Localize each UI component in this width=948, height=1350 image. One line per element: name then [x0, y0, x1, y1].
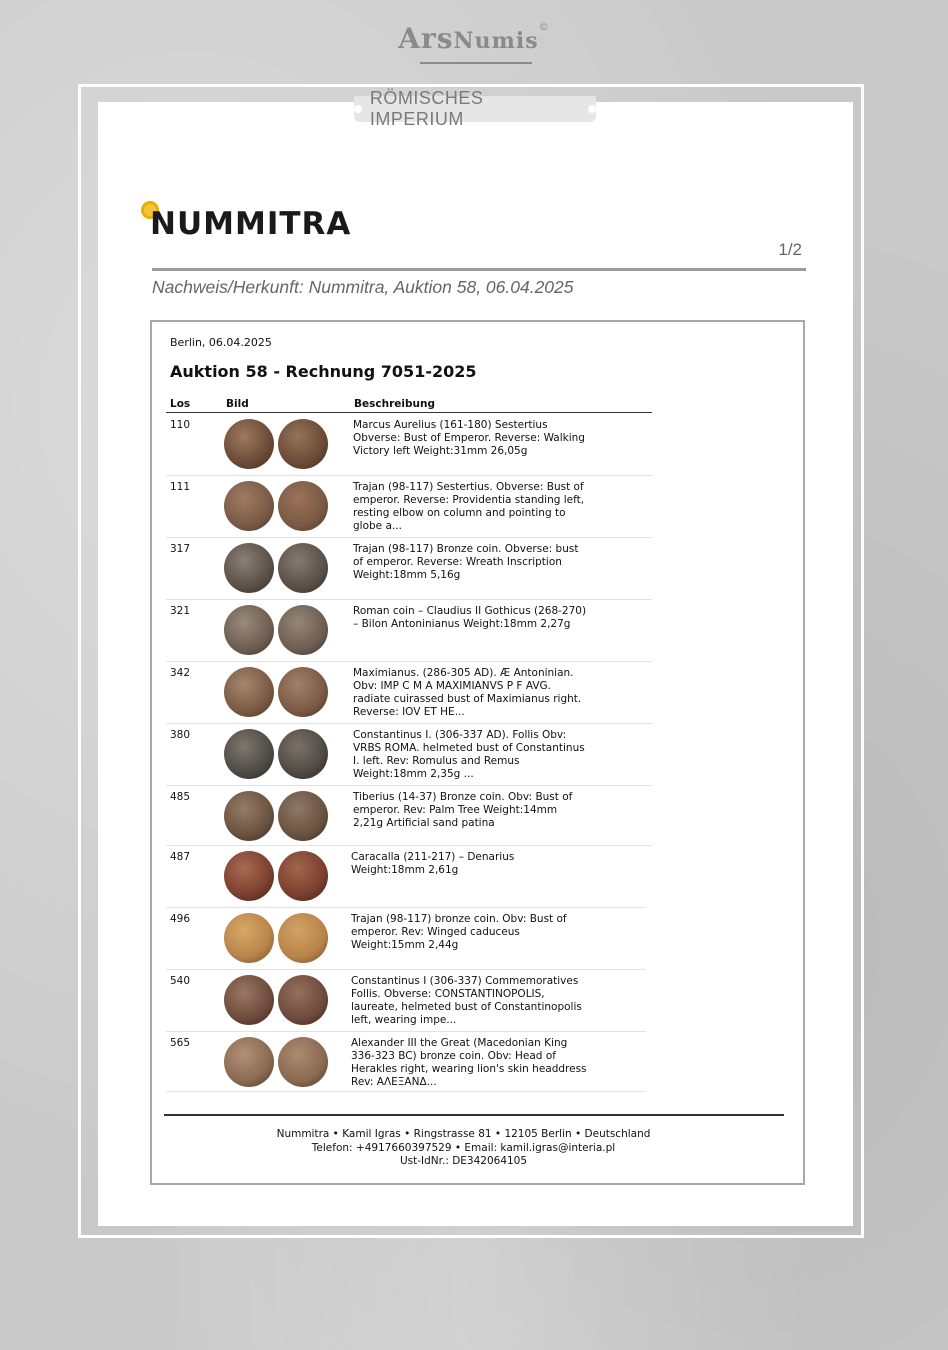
tag-dot-left	[354, 105, 362, 113]
table-row	[166, 539, 652, 600]
coin-obverse-image	[224, 605, 274, 655]
section-tag-label: RÖMISCHES IMPERIUM	[369, 88, 484, 129]
table-row	[166, 725, 652, 786]
coin-reverse-image	[278, 913, 328, 963]
coin-obverse-image	[224, 543, 274, 593]
invoice-document	[150, 320, 805, 1185]
header-beschreibung: Beschreibung	[354, 398, 435, 410]
coin-reverse-image	[278, 791, 328, 841]
lot-description: Alexander III the Great (Macedonian King 336-323 BC) bronze coin. Obv: Head of Herakles right, wearing lion's skin headdress Rev: ΑΛΕΞΑΝΔ...	[351, 1037, 587, 1088]
coin-obverse-image	[224, 481, 274, 531]
lot-number: 565	[170, 1037, 191, 1049]
footer-contact: Telefon: +4917660397529 • Email: kamil.igras@interia.pl	[311, 1141, 616, 1154]
header-los: Los	[170, 398, 191, 410]
coin-reverse-image	[278, 605, 328, 655]
table-row	[166, 477, 652, 538]
footer-address: Nummitra • Kamil Igras • Ringstrasse 81 • 12105 Berlin • Deutschland	[276, 1128, 651, 1140]
coin-obverse-image	[224, 791, 274, 841]
table-row	[166, 601, 652, 662]
coin-images	[224, 1037, 334, 1089]
lot-description: Trajan (98-117) Sestertius. Obverse: Bust of emperor. Reverse: Providentia standing left, resting elbow on column and pointing to globe a...	[353, 481, 585, 532]
lot-number: 485	[170, 791, 191, 803]
lot-number: 540	[170, 975, 191, 987]
lot-number: 111	[170, 481, 191, 493]
section-tag	[354, 88, 596, 129]
table-row	[166, 787, 652, 846]
brand-mark: ©	[538, 22, 550, 33]
coin-reverse-image	[278, 1037, 328, 1087]
lot-number: 487	[170, 851, 191, 863]
coin-obverse-image	[224, 419, 274, 469]
brand-underline	[420, 62, 532, 64]
coin-images	[224, 481, 334, 533]
page-number: 1/2	[778, 240, 802, 259]
logo-text: NUMMITRA	[150, 206, 352, 242]
lot-description: Marcus Aurelius (161-180) Sestertius Obverse: Bust of Emperor. Reverse: Walking Victory left Weight:31mm 26,05g	[353, 419, 585, 457]
coin-images	[224, 667, 334, 719]
table-row	[166, 415, 652, 476]
footer-vat-id: Ust-IdNr.: DE342064105	[399, 1155, 528, 1167]
source-line: Nachweis/Herkunft: Nummitra, Auktion 58, 06.04.2025	[152, 277, 574, 297]
table-row	[166, 1033, 646, 1092]
invoice-date: Berlin, 06.04.2025	[170, 336, 272, 349]
coin-reverse-image	[278, 729, 328, 779]
invoice-title: Auktion 58 - Rechnung 7051-2025	[170, 362, 477, 381]
coin-reverse-image	[278, 667, 328, 717]
coin-obverse-image	[224, 975, 274, 1025]
lot-number: 380	[170, 729, 191, 741]
invoice-footer	[152, 1128, 775, 1169]
coin-obverse-image	[224, 851, 274, 901]
lot-number: 496	[170, 913, 191, 925]
coin-reverse-image	[278, 851, 328, 901]
coin-obverse-image	[224, 667, 274, 717]
coin-images	[224, 419, 334, 471]
coin-reverse-image	[278, 481, 328, 531]
tag-dot-right	[588, 105, 596, 113]
arsnumis-brand	[0, 22, 948, 55]
coin-reverse-image	[278, 543, 328, 593]
coin-images	[224, 913, 334, 965]
table-header	[166, 398, 652, 413]
header-bild: Bild	[226, 398, 249, 410]
lot-number: 110	[170, 419, 191, 431]
lot-number: 342	[170, 667, 191, 679]
header-rule	[152, 268, 806, 271]
coin-obverse-image	[224, 729, 274, 779]
lot-description: Trajan (98-117) Bronze coin. Obverse: bust of emperor. Reverse: Wreath Inscription Weight:18mm 5,16g	[353, 543, 579, 581]
table-row	[166, 909, 646, 970]
table-row	[166, 663, 652, 724]
coin-images	[224, 605, 334, 657]
lot-number: 317	[170, 543, 191, 555]
lot-description: Roman coin – Claudius II Gothicus (268-270) – Bilon Antoninianus Weight:18mm 2,27g	[353, 605, 587, 630]
footer-rule	[164, 1114, 784, 1116]
table-row	[166, 971, 646, 1032]
lot-description: Trajan (98-117) bronze coin. Obv: Bust of emperor. Rev: Winged caduceus Weight:15mm 2,44g	[351, 913, 567, 951]
lot-description: Maximianus. (286-305 AD). Æ Antoninian. Obv: IMP C M A MAXIMIANVS P F AVG. radiate cuirassed bust of Maximianus right. Reverse: IOV ET HE...	[353, 667, 582, 718]
lot-description: Constantinus I. (306-337 AD). Follis Obv: VRBS ROMA. helmeted bust of Constantinus I. left. Rev: Romulus and Remus Weight:18mm 2,35g ...	[353, 729, 585, 780]
lot-description: Constantinus I (306-337) Commemoratives Follis. Obverse: CONSTANTINOPOLIS, laureate, helmeted bust of Constantinopolis left, wearing impe...	[351, 975, 582, 1026]
lot-description: Tiberius (14-37) Bronze coin. Obv: Bust of emperor. Rev: Palm Tree Weight:14mm 2,21g Artificial sand patina	[353, 791, 573, 829]
brand-part1: Ars	[398, 22, 454, 55]
coin-reverse-image	[278, 975, 328, 1025]
coin-images	[224, 975, 334, 1027]
coin-images	[224, 791, 334, 843]
coin-obverse-image	[224, 913, 274, 963]
lot-number: 321	[170, 605, 191, 617]
table-row	[166, 847, 646, 908]
lot-description: Caracalla (211-217) – Denarius Weight:18mm 2,61g	[351, 851, 515, 876]
coin-images	[224, 851, 334, 903]
brand-part2: Numis	[453, 28, 539, 54]
coin-images	[224, 543, 334, 595]
coin-obverse-image	[224, 1037, 274, 1087]
coin-reverse-image	[278, 419, 328, 469]
coin-images	[224, 729, 334, 781]
